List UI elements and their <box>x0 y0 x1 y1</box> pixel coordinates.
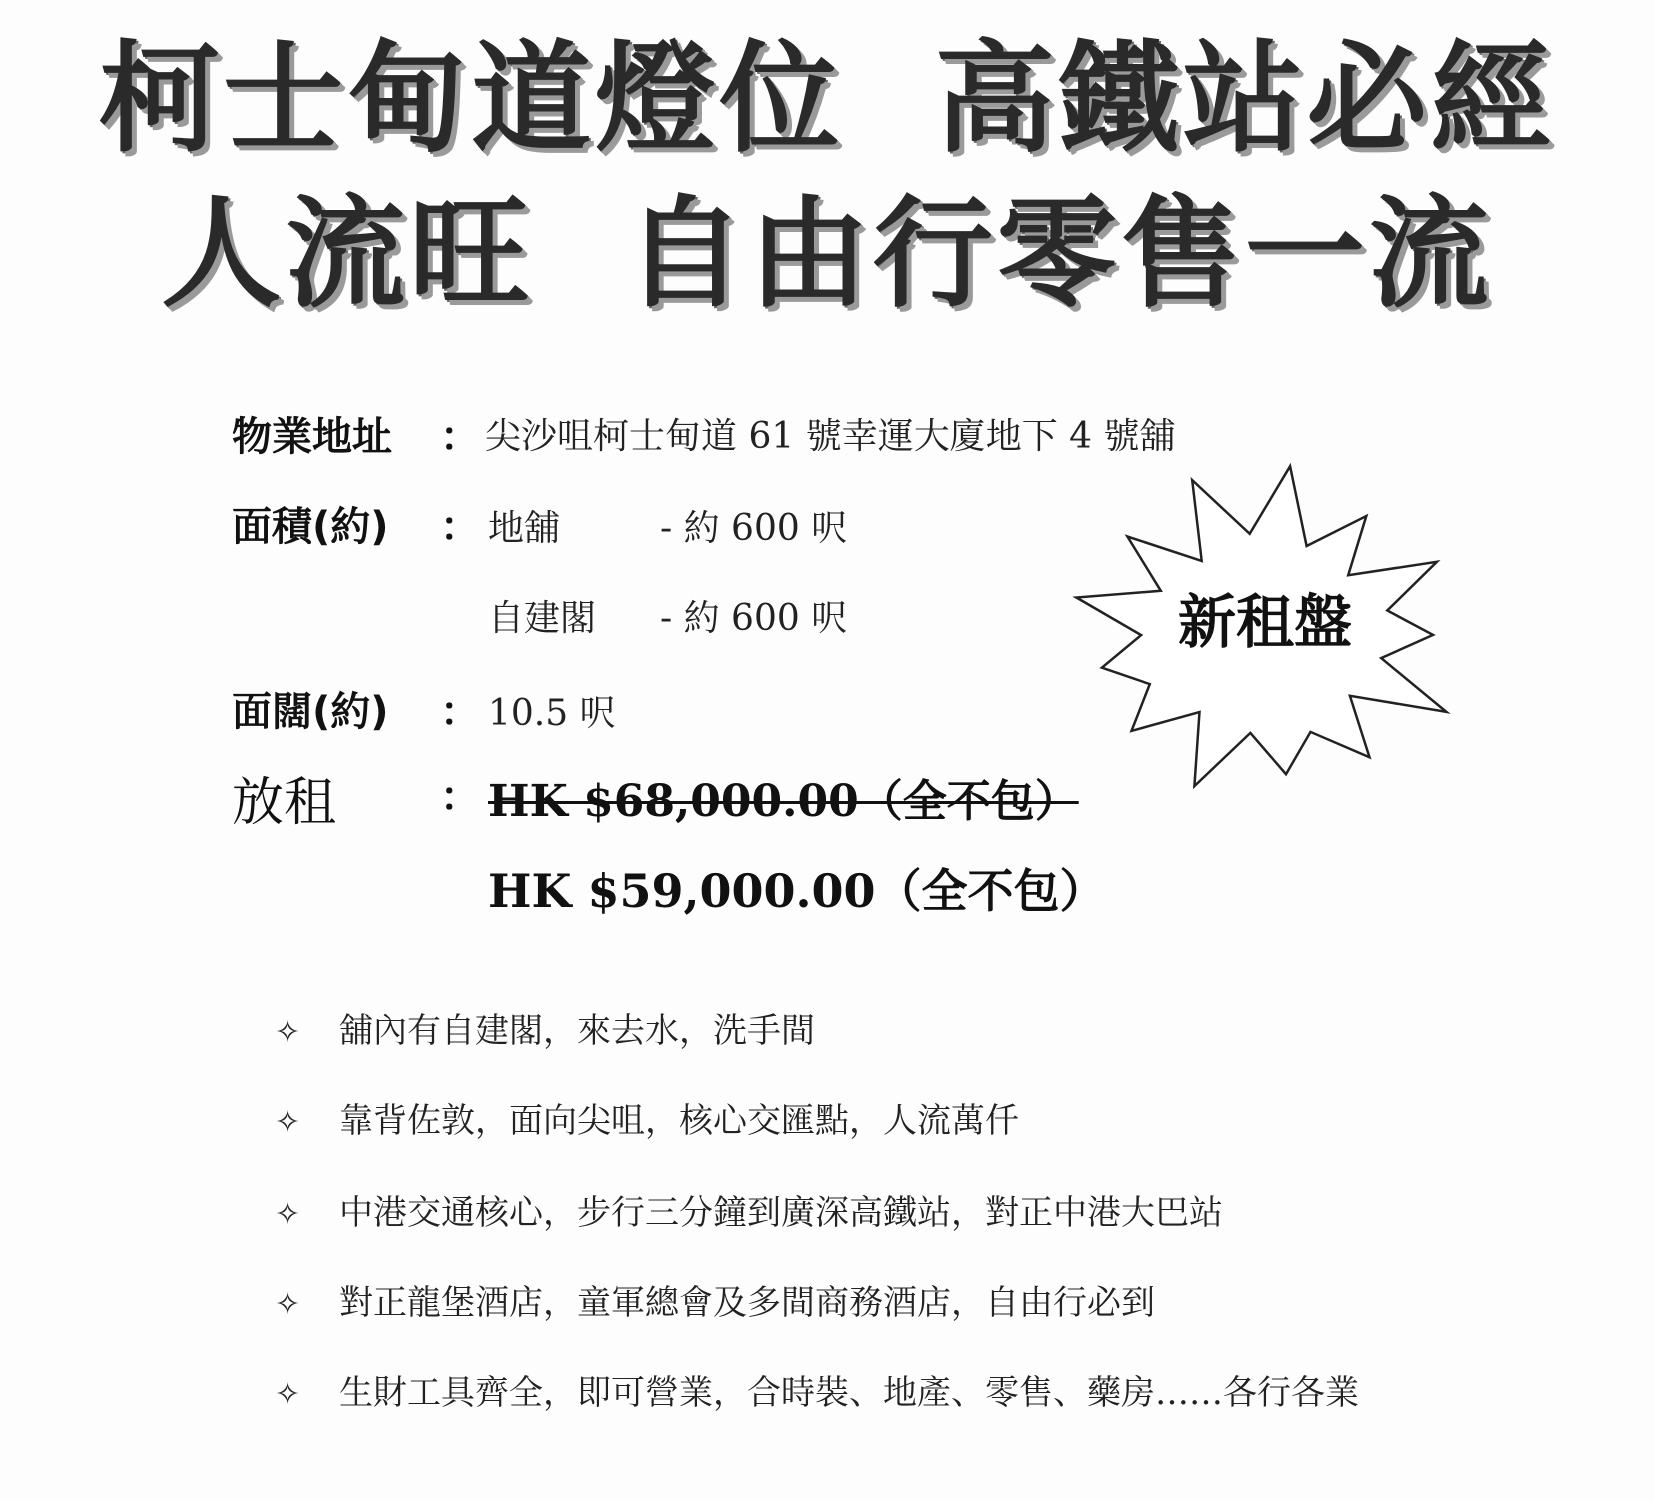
list-item <box>275 1365 1359 1414</box>
sparkle-icon: ✧ <box>275 1287 301 1322</box>
new-listing-badge <box>1040 455 1490 815</box>
colon: ： <box>440 688 480 735</box>
list-item <box>275 1093 1019 1142</box>
sparkle-icon: ✧ <box>275 1377 301 1412</box>
width-value: 10.5 呎 <box>488 693 616 734</box>
sparkle-icon: ✧ <box>275 1015 301 1050</box>
sparkle-icon: ✧ <box>275 1105 301 1140</box>
area-item-name: 自建閣 <box>488 598 597 639</box>
headline-line-2: 人流旺 自由行零售一流 <box>161 185 1493 324</box>
rent-new-price: HK $59,000.00（全不包） <box>488 864 1106 918</box>
list-item-text: 生財工具齊全，即可營業，合時裝、地產、零售、藥房……各行各業 <box>339 1373 1359 1413</box>
colon: ： <box>440 413 480 460</box>
width-label: 面闊(約) <box>232 689 389 735</box>
area-label: 面積(約) <box>232 504 389 550</box>
headline-line-1: 柯士甸道燈位 高鐵站必經 <box>99 30 1555 169</box>
rent-old-price: HK $68,000.00（全不包） <box>488 776 1079 827</box>
rent-label: 放租 <box>232 773 337 833</box>
list-item-text: 舖內有自建閣，來去水，洗手間 <box>339 1011 815 1051</box>
list-item <box>275 1003 815 1052</box>
area-item-value: - 約 600 呎 <box>660 508 848 549</box>
address-label: 物業地址 <box>232 414 392 460</box>
colon: ： <box>440 503 480 550</box>
list-item <box>275 1185 1223 1234</box>
badge-text: 新租盤 <box>1177 588 1352 656</box>
sparkle-icon: ✧ <box>275 1197 301 1232</box>
address-value: 尖沙咀柯士甸道 61 號幸運大廈地下 4 號舖 <box>485 416 1176 457</box>
area-item-value: - 約 600 呎 <box>660 598 848 639</box>
colon: ： <box>440 773 480 820</box>
list-item-text: 靠背佐敦，面向尖咀，核心交匯點，人流萬仟 <box>339 1101 1019 1141</box>
list-item <box>275 1275 1155 1324</box>
area-item-name: 地舖 <box>488 508 561 549</box>
list-item-text: 對正龍堡酒店，童軍總會及多間商務酒店，自由行必到 <box>339 1283 1155 1323</box>
list-item-text: 中港交通核心，步行三分鐘到廣深高鐵站，對正中港大巴站 <box>339 1193 1223 1233</box>
